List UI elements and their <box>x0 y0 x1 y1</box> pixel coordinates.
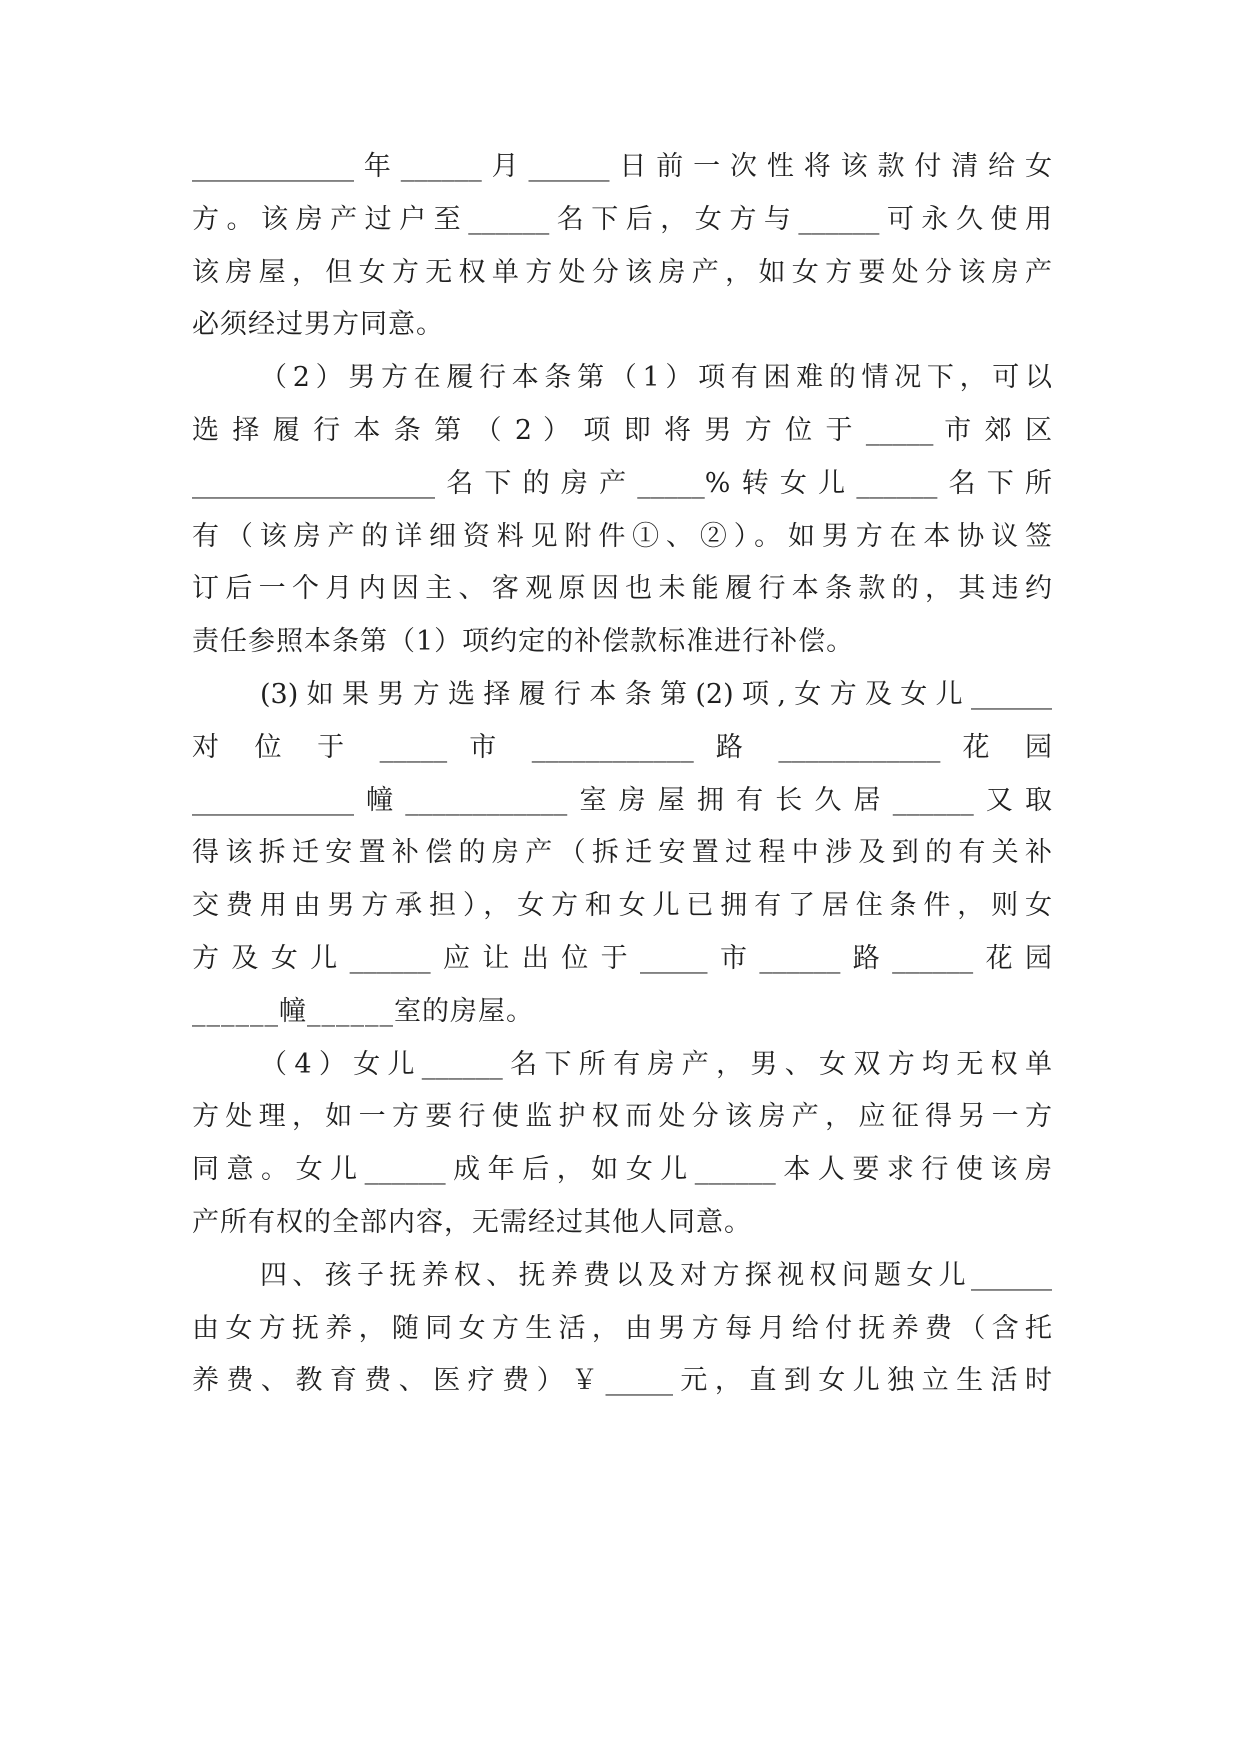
text-line: 由女方抚养，随同女方生活，由男方每月给付抚养费（含托 <box>192 1313 1052 1344</box>
text-line: （2）男方在履行本条第（1）项有困难的情况下，可以 <box>260 362 1052 393</box>
text-line: 对 位 于 _____ 市 ____________ 路 ____________ 花 园 <box>192 732 1052 763</box>
text-line: ____________幢____________室房屋拥有长久居______又取 <box>192 785 1052 816</box>
text-line: 订后一个月内因主、客观原因也未能履行本条款的，其违约 <box>192 573 1052 604</box>
text-line: 得该拆迁安置补偿的房产（拆迁安置过程中涉及到的有关补 <box>192 837 1052 868</box>
text-line: 交费用由男方承担），女方和女儿已拥有了居住条件，则女 <box>192 890 1052 921</box>
text-line: 产所有权的全部内容，无需经过其他人同意。 <box>192 1207 752 1238</box>
text-line: 方处理，如一方要行使监护权而处分该房产，应征得另一方 <box>192 1101 1052 1132</box>
text-line: （4）女儿______名下所有房产，男、女双方均无权单 <box>260 1049 1052 1080</box>
text-line: (3)如果男方选择履行本条第(2)项,女方及女儿______ <box>260 679 1052 710</box>
text-line: 方及女儿______应让出位于_____市______路______花园 <box>192 943 1052 974</box>
text-line: 责任参照本条第（1）项约定的补偿款标准进行补偿。 <box>192 626 855 657</box>
text-line: 有（该房产的详细资料见附件①、②）。如男方在本协议签 <box>192 521 1052 552</box>
text-line: 四、孩子抚养权、抚养费以及对方探视权问题女儿______ <box>260 1260 1052 1291</box>
text-line: ____________年______月______日前一次性将该款付清给女 <box>192 151 1052 182</box>
text-line: 选 择 履 行 本 条 第 （ 2 ） 项 即 将 男 方 位 于 _____ 市 郊 区 <box>192 415 1052 446</box>
text-line: __________________名下的房产_____%转女儿______名下所 <box>192 468 1052 499</box>
text-line: 同意。女儿______成年后，如女儿______本人要求行使该房 <box>192 1154 1052 1185</box>
text-line: 必须经过男方同意。 <box>192 309 444 340</box>
text-line: 方。该房产过户至______名下后，女方与______可永久使用 <box>192 204 1052 235</box>
text-line: 养费、教育费、医疗费）￥_____元，直到女儿独立生活时 <box>192 1365 1052 1396</box>
text-line: ______幢______室的房屋。 <box>192 996 534 1027</box>
text-line: 该房屋，但女方无权单方处分该房产，如女方要处分该房产 <box>192 257 1052 288</box>
